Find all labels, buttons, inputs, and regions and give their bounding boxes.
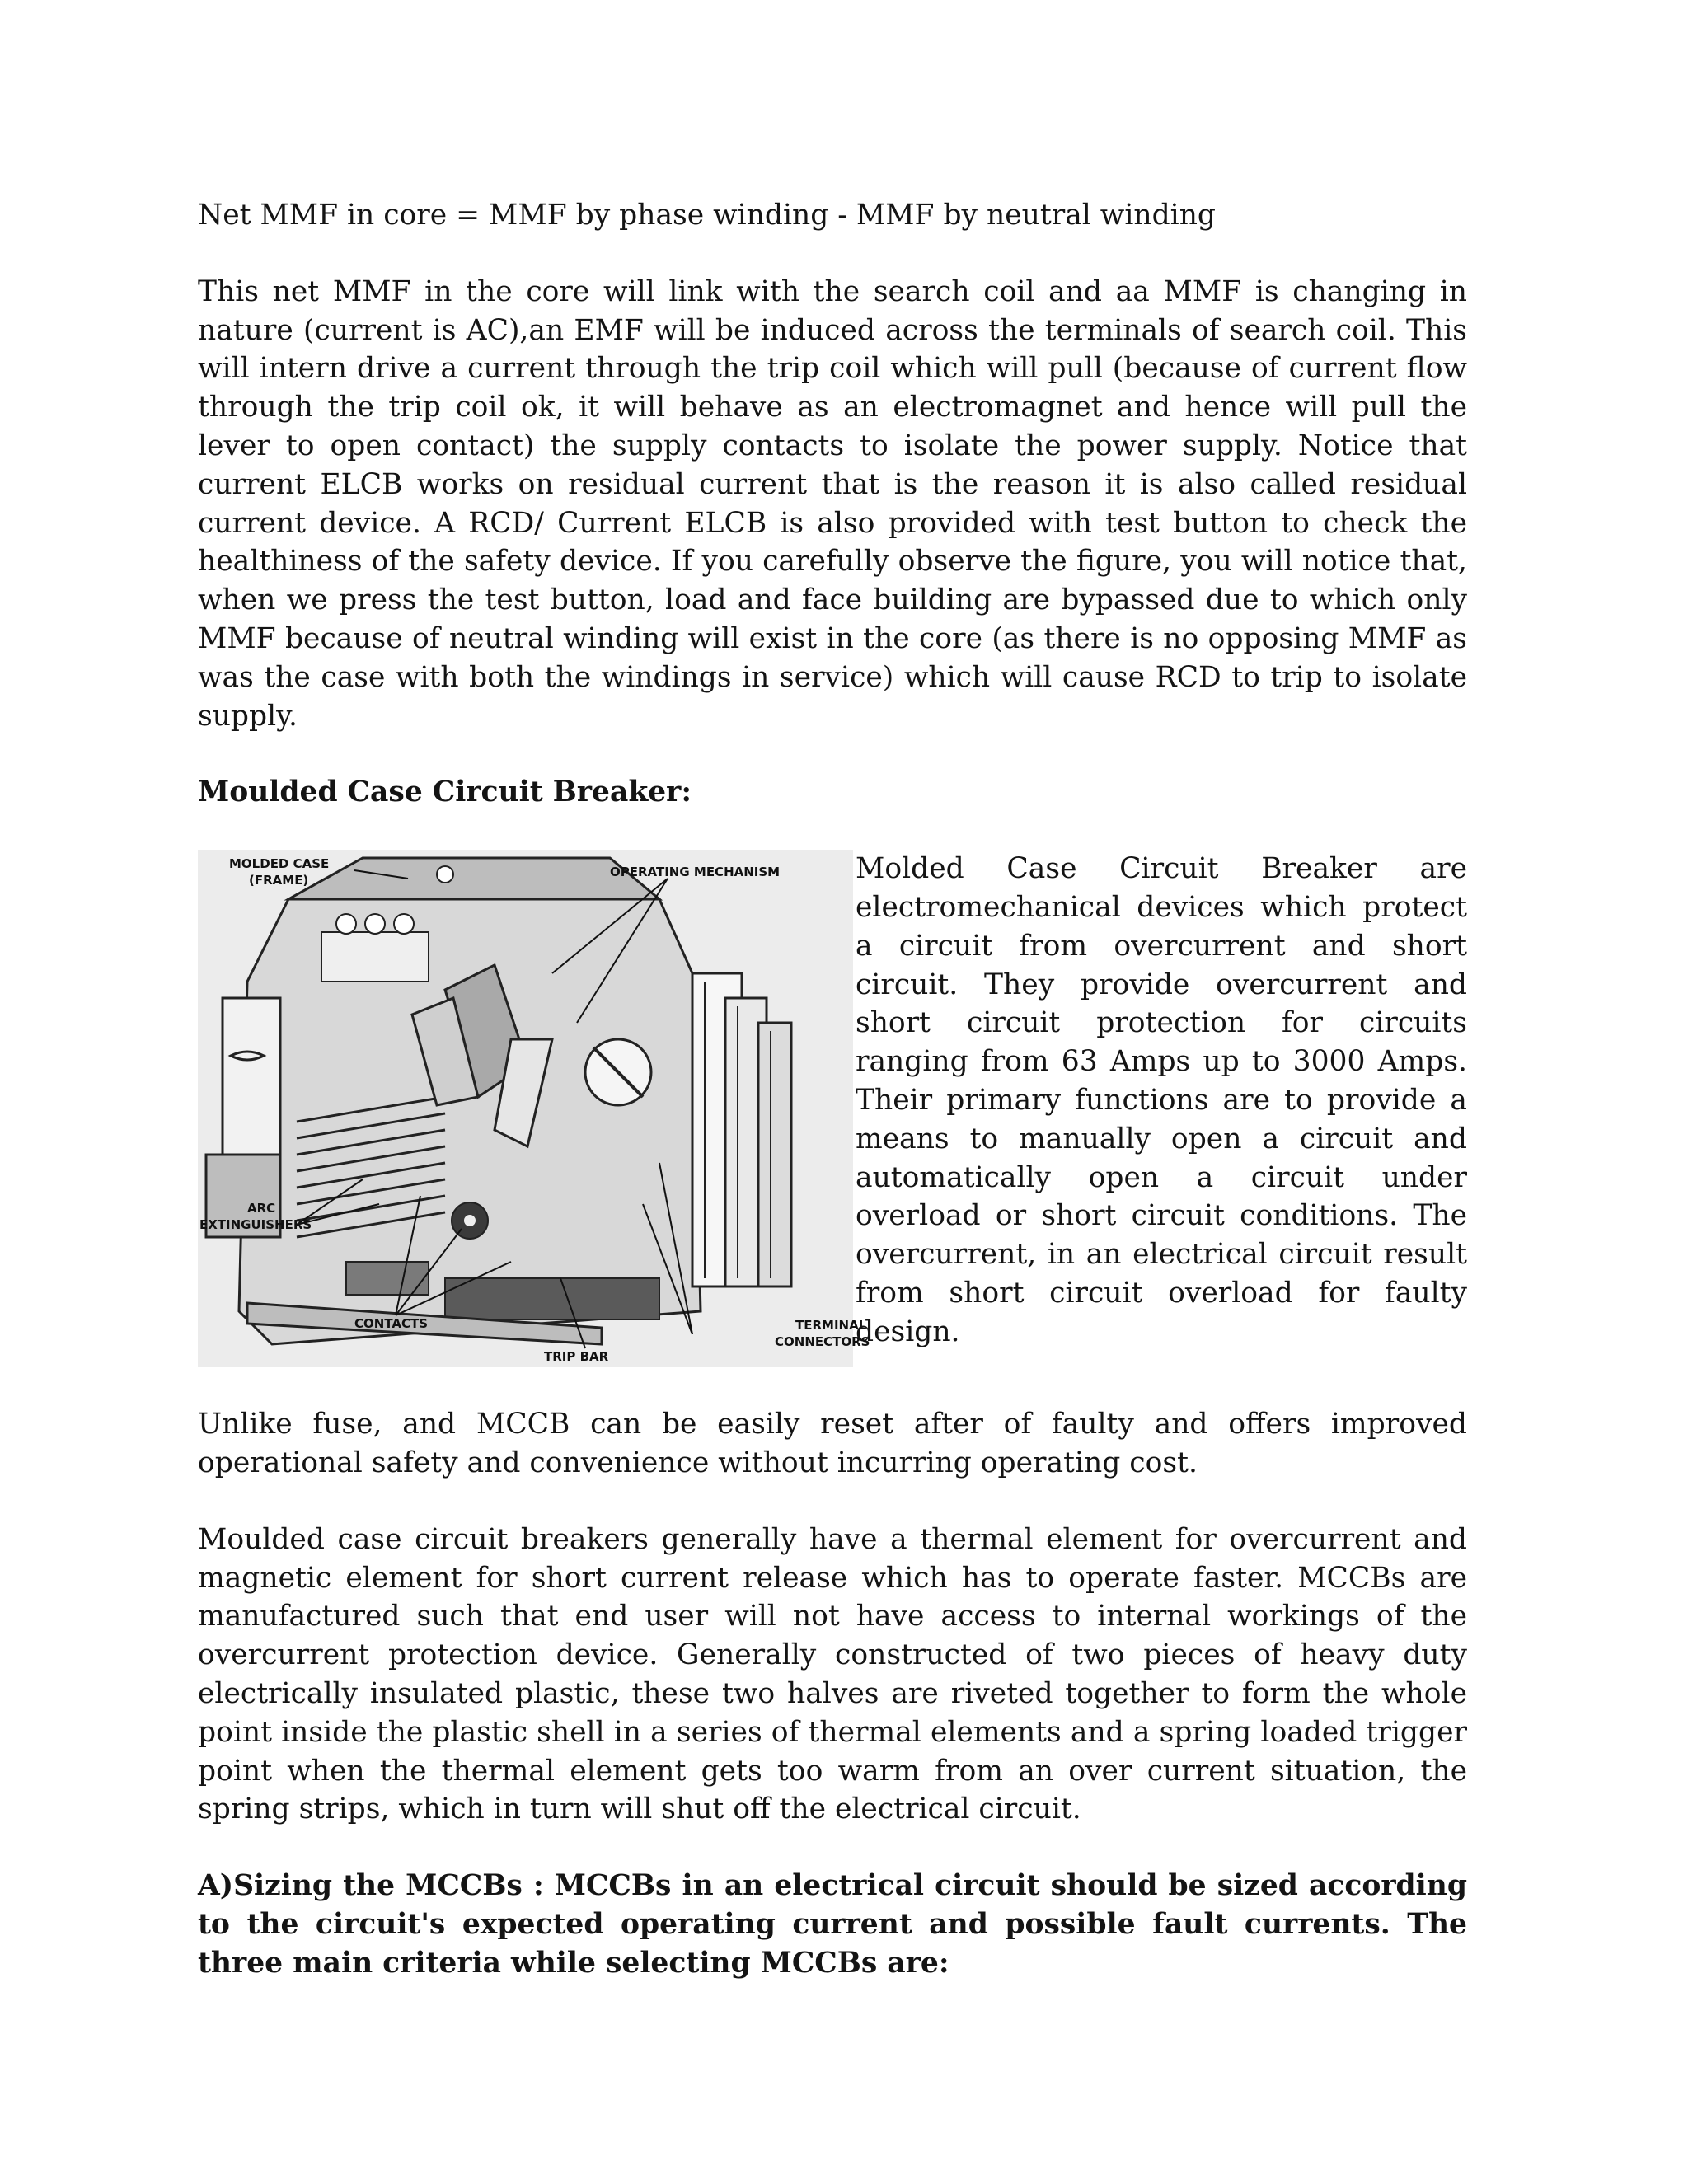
document-page xyxy=(198,196,1467,1983)
label-terminal: TERMINAL xyxy=(795,1318,867,1333)
sizing-heading: A)Sizing the MCCBs : MCCBs in an electrical circuit should be sized according to the circuit's expected operating current and possible fault currents. The three main criteria while selecting MCCBs are: xyxy=(198,1869,1467,1980)
mccb-cutaway-diagram xyxy=(198,850,870,1367)
label-contacts: CONTACTS xyxy=(354,1316,429,1332)
label-arc: ARC xyxy=(247,1201,276,1216)
label-molded-case: MOLDED CASE xyxy=(229,856,330,872)
label-extinguishers: EXTINGUISHERS xyxy=(199,1217,312,1233)
mccb-figure-section xyxy=(198,850,1467,1367)
mccb-heading: Moulded Case Circuit Breaker: xyxy=(198,776,692,809)
mccb-reset-paragraph: Unlike fuse, and MCCB can be easily reset after of faulty and offers improved operational safety and convenience without incurring operating cost. xyxy=(198,1408,1467,1479)
label-operating-mechanism: OPERATING MECHANISM xyxy=(610,865,781,880)
label-frame: (FRAME) xyxy=(249,873,309,888)
label-connectors: CONNECTORS xyxy=(775,1334,870,1350)
mccb-construction-paragraph: Moulded case circuit breakers generally have a thermal element for overcurrent and magnetic element for short current release which has to operate faster. MCCBs are manufactured such that end user will not have access to internal workings of the overcurrent protection device. Generally constructed of two pieces of heavy duty electrically insulated plastic, these two halves are riveted together to form the whole point inside the plastic shell in a series of thermal elements and a spring loaded trigger point when the thermal element gets too warm from an over current situation, the spring strips, which in turn will shut off the electrical circuit. xyxy=(198,1522,1467,1826)
label-trip-bar: TRIP BAR xyxy=(544,1349,609,1365)
mccb-description: Molded Case Circuit Breaker are electromechanical devices which protect a circuit from overcurrent and short circuit. They provide overcurrent and short circuit protection for circuits ranging from 63 Amps up to 3000 Amps. Their primary functions are to provide a means to manually open a circuit and automatically open a circuit under overload or short circuit conditions. The overcurrent, in an electrical circuit result from short circuit overload for faulty design. xyxy=(856,852,1467,1348)
mmf-equation: Net MMF in core = MMF by phase winding - MMF by neutral winding xyxy=(198,199,1216,232)
elcb-paragraph: This net MMF in the core will link with the search coil and aa MMF is changing in nature (current is AC),an EMF will be induced across the terminals of search coil. This will intern drive a current through the trip coil which will pull (because of current flow through the trip coil ok, it will behave as an electromagnet and hence will pull the lever to open contact) the supply contacts to isolate the power supply. Notice that current ELCB works on residual current that is the reason it is also called residual current device. A RCD/ Current ELCB is also provided with test button to check the healthiness of the safety device. If you carefully observe the figure, you will notice that, when we press the test button, load and face building are bypassed due to which only MMF because of neutral winding will exist in the core (as there is no opposing MMF as was the case with both the windings in service) which will cause RCD to trip to isolate supply. xyxy=(198,274,1467,733)
